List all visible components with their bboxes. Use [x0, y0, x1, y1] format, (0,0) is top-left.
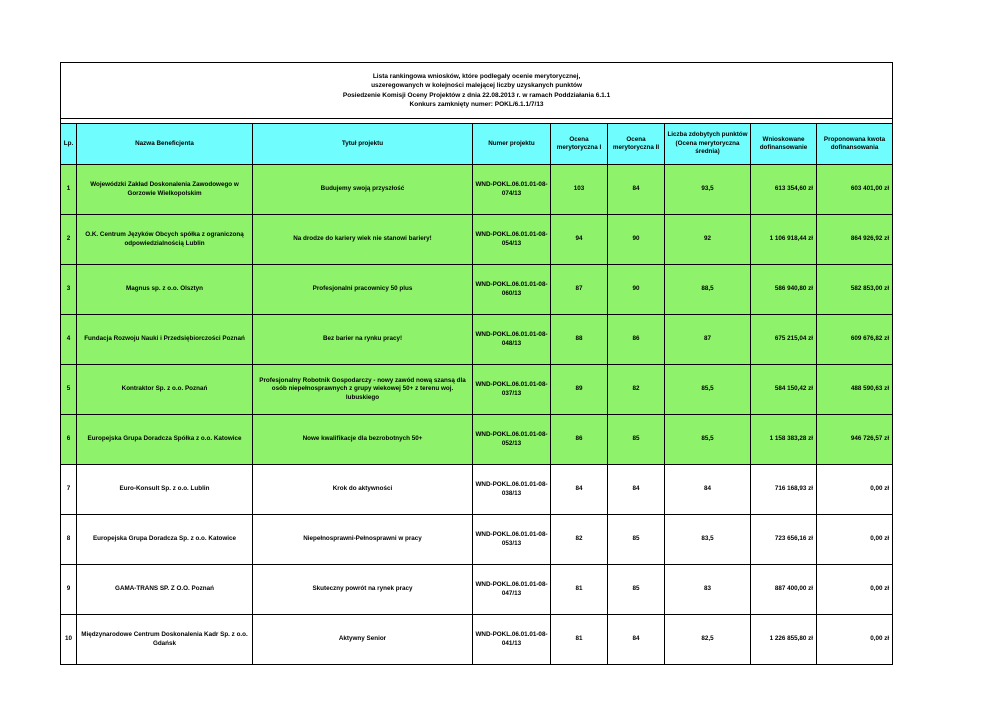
cell-requested-funding: 584 150,42 zł — [751, 365, 817, 415]
table-row — [61, 165, 893, 215]
cell-lp: 8 — [61, 515, 77, 565]
cell-beneficiary: Euro-Konsult Sp. z o.o. Lublin — [77, 465, 253, 515]
header-project-title: Tytuł projektu — [253, 124, 473, 165]
header-row — [61, 124, 893, 165]
cell-score-2: 85 — [608, 515, 665, 565]
cell-score-1: 94 — [551, 215, 608, 265]
cell-beneficiary: Kontraktor Sp. z o.o. Poznań — [77, 365, 253, 415]
cell-score-1: 103 — [551, 165, 608, 215]
cell-lp: 1 — [61, 165, 77, 215]
cell-score-1: 88 — [551, 315, 608, 365]
cell-average-score: 83 — [665, 565, 751, 615]
table-row — [61, 365, 893, 415]
cell-average-score: 83,5 — [665, 515, 751, 565]
table-row — [61, 615, 893, 665]
cell-project-title: Profesjonalny Robotnik Gospodarczy - nowy zawód nową szansą dla osób niepełnosprawnych z grupy wiekowej 50+ z terenu woj. lubuskiego — [253, 365, 473, 415]
cell-project-title: Krok do aktywności — [253, 465, 473, 515]
cell-score-1: 82 — [551, 515, 608, 565]
cell-score-2: 86 — [608, 315, 665, 365]
table-row — [61, 465, 893, 515]
cell-requested-funding: 586 940,80 zł — [751, 265, 817, 315]
cell-project-number: WND-POKL.06.01.01-08-037/13 — [473, 365, 551, 415]
cell-average-score: 92 — [665, 215, 751, 265]
header-average-score: Liczba zdobytych punktów (Ocena merytoryczna średnia) — [665, 124, 751, 165]
title-line: Konkurs zamknięty numer: POKL/6.1.1/7/13 — [409, 100, 544, 108]
cell-project-number: WND-POKL.06.01.01-08-052/13 — [473, 415, 551, 465]
table-row — [61, 215, 893, 265]
cell-proposed-funding: 946 726,57 zł — [817, 415, 893, 465]
cell-beneficiary: GAMA-TRANS SP. Z O.O. Poznań — [77, 565, 253, 615]
title-line: Posiedzenie Komisji Oceny Projektów z dnia 22.08.2013 r. w ramach Poddziałania 6.1.1 — [342, 91, 611, 99]
cell-beneficiary: Fundacja Rozwoju Nauki i Przedsiębiorczości Poznań — [77, 315, 253, 365]
table-row — [61, 265, 893, 315]
cell-score-1: 87 — [551, 265, 608, 315]
cell-beneficiary: Wojewódzki Zakład Doskonalenia Zawodowego w Gorzowie Wielkopolskim — [77, 165, 253, 215]
document-title — [61, 63, 893, 119]
table-row — [61, 515, 893, 565]
cell-score-1: 86 — [551, 415, 608, 465]
cell-requested-funding: 1 226 855,80 zł — [751, 615, 817, 665]
cell-beneficiary: Międzynarodowe Centrum Doskonalenia Kadr Sp. z o.o. Gdańsk — [77, 615, 253, 665]
cell-score-2: 85 — [608, 415, 665, 465]
cell-lp: 4 — [61, 315, 77, 365]
cell-project-number: WND-POKL.06.01.01-08-047/13 — [473, 565, 551, 615]
cell-score-2: 82 — [608, 365, 665, 415]
cell-score-1: 89 — [551, 365, 608, 415]
header-requested-funding: Wnioskowane dofinansowanie — [751, 124, 817, 165]
cell-score-1: 84 — [551, 465, 608, 515]
cell-proposed-funding: 0,00 zł — [817, 615, 893, 665]
cell-proposed-funding: 609 676,82 zł — [817, 315, 893, 365]
cell-project-title: Bez barier na rynku pracy! — [253, 315, 473, 365]
cell-average-score: 85,5 — [665, 415, 751, 465]
cell-score-1: 81 — [551, 565, 608, 615]
table-row — [61, 565, 893, 615]
cell-requested-funding: 716 168,93 zł — [751, 465, 817, 515]
cell-requested-funding: 675 215,04 zł — [751, 315, 817, 365]
cell-average-score: 85,5 — [665, 365, 751, 415]
cell-average-score: 82,5 — [665, 615, 751, 665]
header-score-1: Ocena merytoryczna I — [551, 124, 608, 165]
header-proposed-funding: Proponowana kwota dofinansowania — [817, 124, 893, 165]
table-row — [61, 315, 893, 365]
cell-beneficiary: O.K. Centrum Języków Obcych spółka z ograniczoną odpowiedzialnością Lublin — [77, 215, 253, 265]
cell-beneficiary: Magnus sp. z o.o. Olsztyn — [77, 265, 253, 315]
ranking-table — [60, 62, 893, 665]
header-project-number: Numer projektu — [473, 124, 551, 165]
cell-average-score: 93,5 — [665, 165, 751, 215]
cell-score-2: 85 — [608, 565, 665, 615]
cell-lp: 3 — [61, 265, 77, 315]
header-lp: Lp. — [61, 124, 77, 165]
cell-proposed-funding: 488 590,63 zł — [817, 365, 893, 415]
cell-project-title: Nowe kwalifikacje dla bezrobotnych 50+ — [253, 415, 473, 465]
cell-project-title: Na drodze do kariery wiek nie stanowi bariery! — [253, 215, 473, 265]
cell-requested-funding: 1 158 383,28 zł — [751, 415, 817, 465]
cell-requested-funding: 1 106 918,44 zł — [751, 215, 817, 265]
cell-project-number: WND-POKL.06.01.01-08-048/13 — [473, 315, 551, 365]
cell-project-title: Aktywny Senior — [253, 615, 473, 665]
cell-project-title: Budujemy swoją przyszłość — [253, 165, 473, 215]
cell-average-score: 84 — [665, 465, 751, 515]
table-body — [61, 165, 893, 665]
cell-average-score: 87 — [665, 315, 751, 365]
table-row — [61, 415, 893, 465]
cell-project-title: Niepełnosprawni-Pełnosprawni w pracy — [253, 515, 473, 565]
ranking-sheet — [60, 62, 892, 665]
cell-project-number: WND-POKL.06.01.01-08-074/13 — [473, 165, 551, 215]
cell-score-2: 90 — [608, 215, 665, 265]
cell-project-number: WND-POKL.06.01.01-08-041/13 — [473, 615, 551, 665]
cell-average-score: 88,5 — [665, 265, 751, 315]
cell-lp: 2 — [61, 215, 77, 265]
cell-project-number: WND-POKL.06.01.01-08-053/13 — [473, 515, 551, 565]
cell-score-2: 84 — [608, 465, 665, 515]
cell-score-2: 84 — [608, 165, 665, 215]
cell-beneficiary: Europejska Grupa Doradcza Sp. z o.o. Katowice — [77, 515, 253, 565]
title-line: Lista rankingowa wniosków, które podlegały ocenie merytorycznej, — [372, 73, 581, 81]
header-beneficiary: Nazwa Beneficjenta — [77, 124, 253, 165]
cell-project-title: Skuteczny powrót na rynek pracy — [253, 565, 473, 615]
cell-requested-funding: 613 354,60 zł — [751, 165, 817, 215]
cell-lp: 9 — [61, 565, 77, 615]
cell-score-1: 81 — [551, 615, 608, 665]
cell-project-number: WND-POKL.06.01.01-08-038/13 — [473, 465, 551, 515]
cell-lp: 6 — [61, 415, 77, 465]
cell-lp: 7 — [61, 465, 77, 515]
cell-lp: 10 — [61, 615, 77, 665]
cell-proposed-funding: 864 926,92 zł — [817, 215, 893, 265]
cell-score-2: 84 — [608, 615, 665, 665]
title-line: uszeregowanych w kolejności malejącej liczby uzyskanych punktów — [371, 82, 583, 90]
cell-proposed-funding: 0,00 zł — [817, 515, 893, 565]
header-score-2: Ocena merytoryczna II — [608, 124, 665, 165]
cell-lp: 5 — [61, 365, 77, 415]
cell-proposed-funding: 0,00 zł — [817, 565, 893, 615]
cell-proposed-funding: 0,00 zł — [817, 465, 893, 515]
cell-proposed-funding: 603 401,00 zł — [817, 165, 893, 215]
cell-requested-funding: 723 656,16 zł — [751, 515, 817, 565]
cell-proposed-funding: 582 853,00 zł — [817, 265, 893, 315]
cell-project-number: WND-POKL.06.01.01-08-060/13 — [473, 265, 551, 315]
cell-beneficiary: Europejska Grupa Doradcza Spółka z o.o. Katowice — [77, 415, 253, 465]
cell-score-2: 90 — [608, 265, 665, 315]
cell-project-title: Profesjonalni pracownicy 50 plus — [253, 265, 473, 315]
cell-project-number: WND-POKL.06.01.01-08-054/13 — [473, 215, 551, 265]
cell-requested-funding: 887 400,00 zł — [751, 565, 817, 615]
